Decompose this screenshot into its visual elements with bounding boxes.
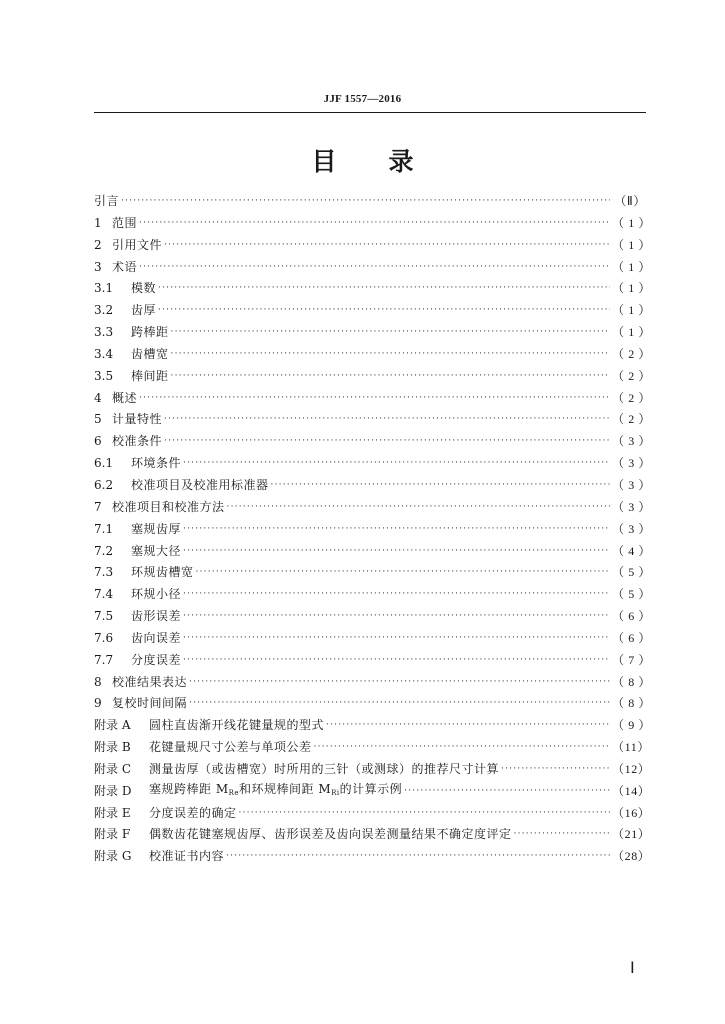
toc-leader bbox=[271, 475, 610, 497]
toc-leader bbox=[164, 235, 610, 257]
toc-entry[interactable] bbox=[94, 235, 652, 257]
toc-label: 花键量规尺寸公差与单项公差 bbox=[149, 740, 312, 755]
toc-label: 计量特性 bbox=[112, 412, 163, 427]
toc-label: 塞规齿厚 bbox=[131, 521, 182, 536]
toc-leader bbox=[183, 628, 610, 650]
toc-page: （ 5 ） bbox=[612, 587, 652, 602]
toc-label: 校准项目及校准用标准器 bbox=[131, 477, 269, 492]
toc-number: 3.5 bbox=[94, 368, 114, 383]
toc-page: （ 6 ） bbox=[612, 609, 652, 624]
toc-leader bbox=[183, 650, 610, 672]
toc-leader bbox=[189, 693, 610, 715]
toc-leader bbox=[501, 759, 610, 781]
toc-label: 校准项目和校准方法 bbox=[112, 499, 225, 514]
toc-page: （ 7 ） bbox=[612, 652, 652, 667]
toc-page: （ 3 ） bbox=[612, 456, 652, 471]
toc-entry[interactable] bbox=[94, 475, 652, 497]
toc-entry[interactable] bbox=[94, 497, 652, 519]
toc-entry[interactable] bbox=[94, 409, 652, 431]
toc-number: 1 bbox=[94, 215, 102, 230]
title-char-2: 录 bbox=[388, 147, 414, 176]
toc-page: （ 1 ） bbox=[612, 325, 652, 340]
toc-number: 7.2 bbox=[94, 543, 114, 558]
toc-entry-intro[interactable] bbox=[94, 191, 646, 213]
toc-page: （21） bbox=[612, 827, 651, 842]
toc-number: 3.1 bbox=[94, 281, 114, 296]
table-of-contents bbox=[94, 191, 652, 868]
toc-label: 跨棒距 bbox=[131, 325, 169, 340]
toc-leader bbox=[314, 737, 610, 759]
toc-page: （ 2 ） bbox=[612, 412, 652, 427]
toc-label: 测量齿厚（或齿槽宽）时所用的三针（或测球）的推荐尺寸计算 bbox=[149, 761, 500, 776]
toc-label: 塞规大径 bbox=[131, 543, 182, 558]
toc-page: （ 2 ） bbox=[612, 368, 652, 383]
toc-label: 引用文件 bbox=[112, 237, 163, 252]
toc-leader bbox=[171, 322, 610, 344]
toc-number: 附录 G bbox=[94, 849, 132, 864]
toc-label: 模数 bbox=[131, 281, 157, 296]
toc-leader bbox=[158, 278, 610, 300]
toc-page: （ 3 ） bbox=[612, 477, 652, 492]
toc-entry-appendix[interactable] bbox=[94, 737, 650, 759]
toc-label bbox=[149, 779, 402, 805]
toc-leader bbox=[164, 409, 610, 431]
toc-leader bbox=[139, 257, 610, 279]
toc-entry-appendix[interactable] bbox=[94, 759, 651, 781]
toc-label: 术语 bbox=[112, 259, 138, 274]
toc-number: 8 bbox=[94, 674, 102, 689]
toc-leader bbox=[139, 388, 610, 410]
toc-leader bbox=[404, 781, 610, 803]
toc-leader bbox=[183, 584, 610, 606]
toc-label: 偶数齿花键塞规齿厚、齿形误差及齿向误差测量结果不确定度评定 bbox=[149, 827, 512, 842]
toc-number: 3 bbox=[94, 259, 102, 274]
header-rule bbox=[94, 112, 646, 113]
page-number: Ⅰ bbox=[630, 960, 635, 977]
toc-number: 附录 A bbox=[94, 718, 131, 733]
toc-page: （ 4 ） bbox=[612, 543, 652, 558]
toc-leader bbox=[183, 541, 610, 563]
toc-number: 7.5 bbox=[94, 609, 114, 624]
toc-page: （ 1 ） bbox=[612, 303, 652, 318]
toc-entry[interactable] bbox=[94, 453, 652, 475]
toc-label: 复校时间间隔 bbox=[112, 696, 188, 711]
toc-leader bbox=[226, 846, 610, 868]
toc-number: 7.4 bbox=[94, 587, 114, 602]
toc-label: 齿槽宽 bbox=[131, 346, 169, 361]
toc-number: 9 bbox=[94, 696, 102, 711]
toc-number: 7.7 bbox=[94, 652, 114, 667]
toc-number: 2 bbox=[94, 237, 102, 252]
toc-entry[interactable] bbox=[94, 584, 652, 606]
toc-page: （ 8 ） bbox=[612, 674, 652, 689]
toc-label: 引言 bbox=[94, 194, 120, 208]
toc-page: （ 1 ） bbox=[612, 259, 652, 274]
toc-page: （ 9 ） bbox=[612, 718, 652, 733]
toc-leader bbox=[183, 519, 610, 541]
toc-label-part: 和环规棒间距 M bbox=[239, 781, 332, 796]
toc-entry[interactable] bbox=[94, 650, 652, 672]
toc-number: 7.1 bbox=[94, 521, 114, 536]
toc-label: 范围 bbox=[112, 215, 138, 230]
toc-page: （11） bbox=[612, 740, 650, 755]
toc-number: 3.3 bbox=[94, 325, 114, 340]
toc-label: 校准证书内容 bbox=[149, 849, 225, 864]
toc-entry-appendix[interactable] bbox=[94, 824, 651, 846]
toc-entry-appendix[interactable] bbox=[94, 803, 651, 825]
toc-entry[interactable] bbox=[94, 344, 652, 366]
toc-page: （ 6 ） bbox=[612, 630, 652, 645]
toc-number: 7.6 bbox=[94, 630, 114, 645]
toc-label: 环境条件 bbox=[131, 456, 182, 471]
toc-leader bbox=[171, 366, 610, 388]
toc-leader bbox=[189, 672, 610, 694]
toc-number: 附录 D bbox=[94, 783, 132, 798]
toc-page: （ 3 ） bbox=[612, 521, 652, 536]
toc-number: 附录 F bbox=[94, 827, 131, 842]
toc-number: 附录 C bbox=[94, 761, 131, 776]
toc-entry-appendix[interactable] bbox=[94, 715, 652, 737]
toc-label: 齿形误差 bbox=[131, 609, 182, 624]
toc-entry[interactable] bbox=[94, 693, 652, 715]
toc-leader bbox=[183, 606, 610, 628]
document-code-header: JJF 1557—2016 bbox=[323, 93, 402, 105]
toc-number: 6 bbox=[94, 434, 102, 449]
toc-number: 6.1 bbox=[94, 456, 114, 471]
toc-entry[interactable] bbox=[94, 672, 652, 694]
toc-leader bbox=[196, 562, 610, 584]
toc-label-subscript: Ri bbox=[331, 788, 340, 797]
toc-leader bbox=[326, 715, 610, 737]
toc-label: 校准结果表达 bbox=[112, 674, 188, 689]
toc-number: 7.3 bbox=[94, 565, 114, 580]
toc-label: 分度误差 bbox=[131, 652, 182, 667]
toc-label: 概述 bbox=[112, 390, 138, 405]
toc-page: （ 8 ） bbox=[612, 696, 652, 711]
toc-page: （ 2 ） bbox=[612, 390, 652, 405]
toc-leader bbox=[158, 300, 610, 322]
toc-label: 环规齿槽宽 bbox=[131, 565, 194, 580]
toc-page: （ 1 ） bbox=[612, 281, 652, 296]
toc-entry[interactable] bbox=[94, 541, 652, 563]
toc-entry[interactable] bbox=[94, 388, 652, 410]
toc-page: （ 1 ） bbox=[612, 215, 652, 230]
toc-entry[interactable] bbox=[94, 431, 652, 453]
toc-leader bbox=[171, 344, 610, 366]
toc-entry[interactable] bbox=[94, 628, 652, 650]
toc-label-part: 的计算示例 bbox=[339, 781, 403, 796]
toc-label: 圆柱直齿渐开线花键量规的型式 bbox=[149, 718, 325, 733]
toc-label-part: 塞规跨棒距 M bbox=[149, 781, 229, 796]
toc-entry[interactable] bbox=[94, 278, 652, 300]
toc-label-subscript: Re bbox=[228, 788, 240, 797]
page-title bbox=[0, 142, 725, 178]
toc-page: （ 2 ） bbox=[612, 346, 652, 361]
toc-number: 3.2 bbox=[94, 303, 114, 318]
toc-number: 4 bbox=[94, 390, 102, 405]
toc-leader bbox=[183, 453, 610, 475]
toc-entry[interactable] bbox=[94, 606, 652, 628]
toc-page: （14） bbox=[612, 783, 651, 798]
toc-number: 附录 B bbox=[94, 740, 131, 755]
toc-entry-appendix[interactable] bbox=[94, 781, 651, 803]
toc-entry[interactable] bbox=[94, 562, 652, 584]
toc-page: （16） bbox=[612, 805, 651, 820]
toc-entry[interactable] bbox=[94, 322, 652, 344]
toc-number: 7 bbox=[94, 499, 102, 514]
toc-label: 齿厚 bbox=[131, 303, 157, 318]
toc-leader bbox=[121, 191, 610, 213]
toc-label: 棒间距 bbox=[131, 368, 169, 383]
toc-page: （Ⅱ） bbox=[614, 194, 646, 208]
toc-entry[interactable] bbox=[94, 366, 652, 388]
toc-label: 分度误差的确定 bbox=[149, 805, 237, 820]
toc-label: 齿向误差 bbox=[131, 630, 182, 645]
toc-label: 校准条件 bbox=[112, 434, 163, 449]
toc-page: （ 3 ） bbox=[612, 499, 652, 514]
toc-page: （ 1 ） bbox=[612, 237, 652, 252]
toc-leader bbox=[514, 824, 610, 846]
toc-leader bbox=[164, 431, 610, 453]
toc-entry[interactable] bbox=[94, 519, 652, 541]
toc-number: 6.2 bbox=[94, 477, 114, 492]
toc-label: 环规小径 bbox=[131, 587, 182, 602]
toc-number: 3.4 bbox=[94, 346, 114, 361]
toc-page: （ 3 ） bbox=[612, 434, 652, 449]
toc-entry-appendix[interactable] bbox=[94, 846, 651, 868]
toc-number: 5 bbox=[94, 412, 102, 427]
toc-page: （28） bbox=[612, 849, 651, 864]
toc-entry[interactable] bbox=[94, 257, 652, 279]
toc-page: （12） bbox=[612, 761, 651, 776]
toc-number: 附录 E bbox=[94, 805, 131, 820]
toc-leader bbox=[227, 497, 610, 519]
toc-leader bbox=[239, 803, 610, 825]
toc-entry[interactable] bbox=[94, 300, 652, 322]
toc-page: （ 5 ） bbox=[612, 565, 652, 580]
title-char-1: 目 bbox=[311, 147, 337, 176]
toc-entry[interactable] bbox=[94, 213, 652, 235]
toc-leader bbox=[139, 213, 610, 235]
